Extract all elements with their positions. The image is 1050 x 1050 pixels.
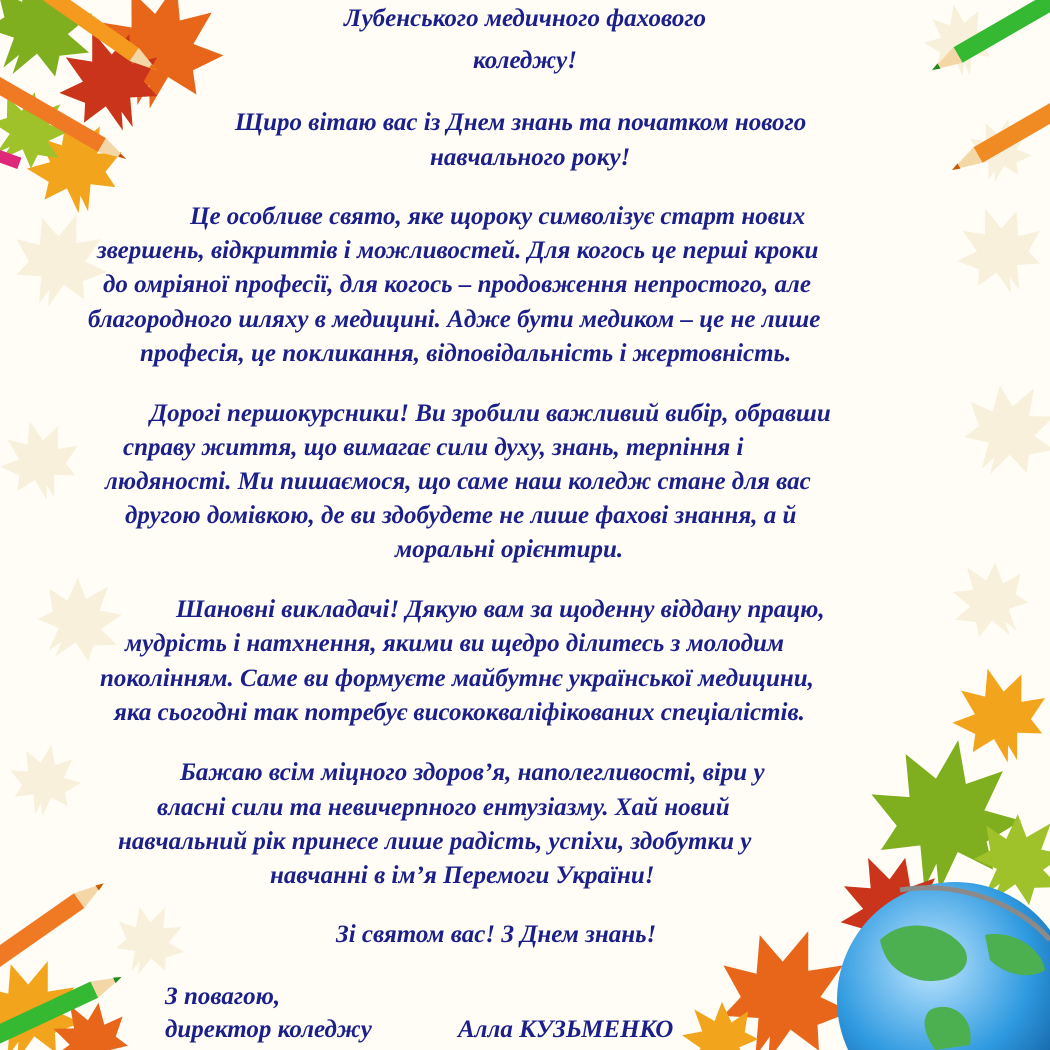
signatory-name: Алла КУЗЬМЕНКО [458, 1016, 674, 1043]
paragraph-3-line: яка сьогодні так потребує висококваліфікованих спеціалістів. [114, 699, 805, 726]
paragraph-3-line: поколінням. Саме ви формуєте майбутнє української медицини, [100, 665, 814, 692]
paragraph-3-line: мудрість і натхнення, якими ви щедро ділитесь з молодим [125, 630, 785, 657]
intro-line: навчального року! [430, 144, 631, 171]
paragraph-2-line: людяності. Ми пишаємося, що саме наш коледж стане для вас [105, 468, 811, 495]
paragraph-2-line: моральні орієнтири. [395, 536, 624, 563]
paragraph-1-line: благородного шляху в медицині. Адже бути медиком – це не лише [88, 306, 821, 333]
letter-header-line: коледжу! [473, 47, 577, 74]
paragraph-1-line: звершень, відкриттів і можливостей. Для когось це перші кроки [97, 237, 819, 264]
paragraph-3-line: Шановні викладачі! Дякую вам за щоденну віддану працю, [176, 596, 825, 623]
paragraph-1-line: професія, це покликання, відповідальність і жертовність. [140, 340, 792, 367]
paragraph-2-line: справу життя, що вимагає сили духу, знань, терпіння і [123, 434, 744, 461]
closing-text: З повагою, [165, 983, 281, 1010]
paragraph-1-line: до омріяної професії, для когось – продовження непростого, але [103, 271, 811, 298]
signatory-position: директор коледжу [165, 1016, 372, 1043]
paragraph-4-line: Бажаю всім міцного здоров’я, наполегливості, віри у [180, 759, 765, 786]
holiday-greeting: Зі святом вас! З Днем знань! [336, 921, 657, 948]
paragraph-4-line: власні сили та невичерпного ентузіазму. Хай новий [157, 794, 730, 821]
paragraph-1-line: Це особливе свято, яке щороку символізує старт нових [190, 203, 806, 230]
paragraph-4-line: навчальний рік принесе лише радість, успіхи, здобутки у [118, 828, 752, 855]
paragraph-2-line: другою домівкою, де ви здобудете не лише фахові знання, а й [125, 502, 797, 529]
letter-header-line: Лубенського медичного фахового [343, 5, 707, 32]
paragraph-2-line: Дорогі першокурсники! Ви зробили важливий вибір, обравши [150, 400, 831, 427]
intro-line: Щиро вітаю вас із Днем знань та початком нового [235, 109, 807, 136]
paragraph-4-line: навчанні в ім’я Перемоги України! [270, 862, 655, 889]
